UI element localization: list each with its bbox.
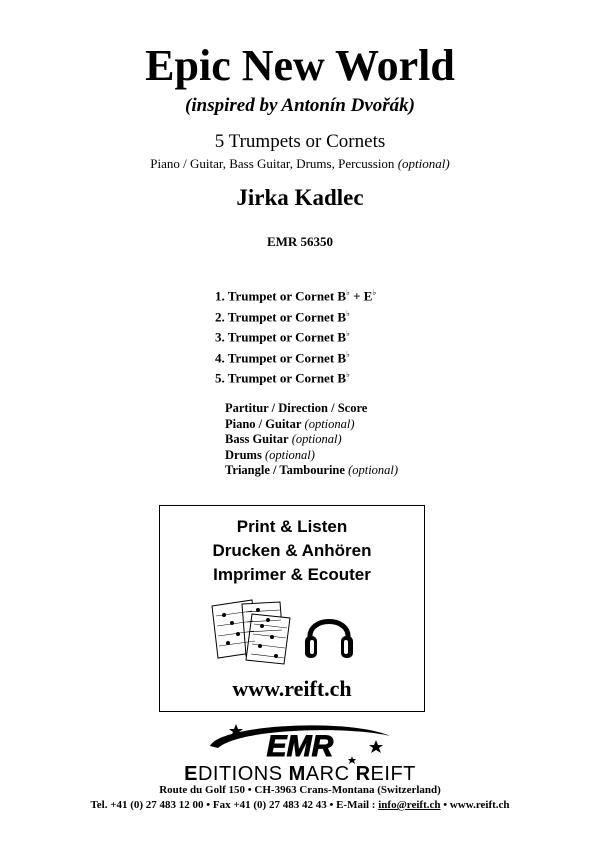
publisher-name: EDITIONS MARC REIFT <box>184 763 416 785</box>
part-item: 5. Trumpet or Cornet B♭ <box>215 370 350 386</box>
print-listen-box <box>159 505 425 712</box>
accompaniment <box>0 156 600 172</box>
emr-logo-text: EMR <box>266 730 334 763</box>
edition-number: EMR 56350 <box>266 234 334 249</box>
score-part-item: Piano / Guitar (optional) <box>225 416 355 431</box>
publisher-contact: Tel. +41 (0) 27 483 12 00 • Fax +41 (0) 27 483 42 43 • E-Mail : info@reift.ch • www.reift.ch <box>90 799 510 811</box>
piece-title: Epic New World <box>145 41 455 90</box>
promo-line-de: Drucken & Anhören <box>212 541 372 560</box>
promo-line-fr: Imprimer & Ecouter <box>213 565 371 584</box>
headphones-icon <box>302 604 356 662</box>
sheet-music-icon <box>208 596 298 666</box>
score-parts-list <box>225 401 398 479</box>
part-item: 4. Trumpet or Cornet B♭ <box>215 349 350 365</box>
email-link[interactable]: info@reift.ch <box>378 799 441 811</box>
emr-logo <box>200 718 400 768</box>
part-item: 3. Trumpet or Cornet B♭ <box>215 329 350 345</box>
piece-subtitle: (inspired by Antonín Dvořák) <box>185 95 415 116</box>
accompaniment-list: Piano / Guitar, Bass Guitar, Drums, Percussion <box>150 156 395 171</box>
part-item: 2. Trumpet or Cornet B♭ <box>215 308 350 324</box>
accompaniment-note: (optional) <box>397 156 450 171</box>
part-item: 1. Trumpet or Cornet B♭ + E♭ <box>215 288 377 304</box>
instrumentation: 5 Trumpets or Cornets <box>214 131 386 152</box>
score-part-item: Drums (optional) <box>225 447 315 462</box>
promo-line-en: Print & Listen <box>236 517 348 536</box>
score-part-item: Partitur / Direction / Score <box>225 401 368 415</box>
score-part-item: Triangle / Tambourine (optional) <box>225 463 399 478</box>
publisher-address: Route du Golf 150 • CH-3963 Crans-Montana (Switzerland) <box>159 784 441 796</box>
score-part-item: Bass Guitar (optional) <box>225 432 342 447</box>
composer-name: Jirka Kadlec <box>236 185 364 210</box>
parts-list <box>215 283 376 386</box>
website-url: www.reift.ch <box>232 676 352 701</box>
